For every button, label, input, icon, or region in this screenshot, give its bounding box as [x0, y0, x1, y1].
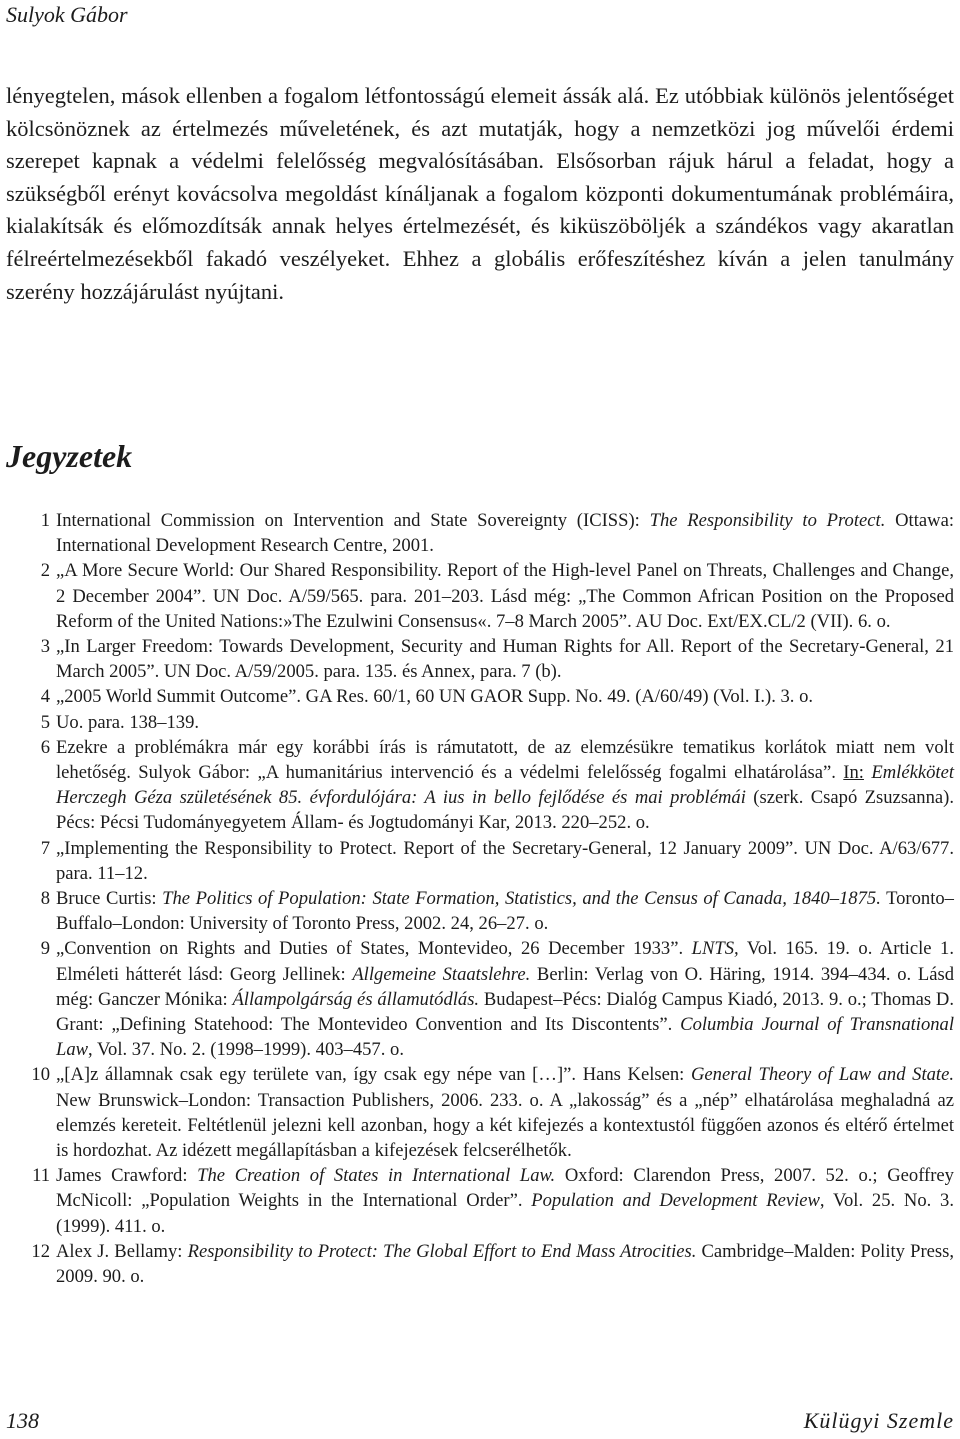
footnote-text-run: The Politics of Population: State Formation, Statistics, and the Census of Canada, 1840–1875. — [162, 888, 881, 910]
footnote-number: 9 — [40, 938, 50, 960]
footnote — [6, 1239, 954, 1289]
footnote-text-run: LNTS, — [691, 938, 739, 960]
footnote — [6, 634, 954, 684]
footnote-text-run: International Commission on Intervention and State Sovereignty (ICISS): — [56, 510, 650, 531]
footnote-text-run: „Implementing the Responsibility to Protect. Report of the Secretary-General, 12 January 2009”. UN Doc. A/63/677. para. 11–12. — [56, 837, 954, 884]
footnote-text-run: (szerk. Csapó Zsuzsanna). Pécs: Pécsi Tudományegyetem Állam- és Jogtudományi Kar, 2013. 220–252. o. — [56, 787, 954, 834]
footnote-text — [56, 558, 954, 634]
footnote-text — [56, 886, 954, 936]
footnote-text-run: Toronto–Buffalo–London: University of Toronto Press, 2002. 24, 26–27. o. — [56, 888, 954, 935]
footnote-text-run: Budapest–Pécs: Dialóg Campus Kiadó, 2013. 9. o.; Thomas D. Grant: „Defining Statehood: The Montevideo Convention and Its Discontents”. — [56, 988, 954, 1036]
footnote-text-run: Berlin: Verlag von O. Häring, 1914. 394–434. o. Lásd még: Ganczer Mónika: — [56, 963, 955, 1010]
footnote-text-run: Cambridge–Malden: Polity Press, 2009. 90. o. — [56, 1240, 955, 1288]
footnote-text-run: Allgemeine Staatslehre. — [352, 963, 531, 985]
footnote-text-run: Responsibility to Protect: The Global Effort to End Mass Atrocities. — [187, 1240, 697, 1262]
footnote-text-run: The Responsibility to Protect. — [649, 510, 886, 531]
footnote-text-run: The Creation of States in International Law. — [197, 1165, 556, 1187]
footnote-text — [56, 1163, 954, 1239]
footnote-text-run: In: — [843, 762, 864, 784]
footnote-number: 10 — [31, 1064, 50, 1086]
footnote-text-run: New Brunswick–London: Transaction Publishers, 2006. 233. o. A „lakosság” és a „nép” elhatárolása meghaladná az elemzés kereteit. Feltétlenül jelezni kell azonban, hogy a két kifejezés a kontextustól függően azonos és eltérő értelmet is hordozhat. Az idézett megállapításban a kifejezések felcserélhetők. — [56, 1089, 954, 1162]
footnote — [6, 1062, 954, 1163]
footnote-text-run: Állampolgárság és államutódlás. — [232, 988, 480, 1010]
footnote-number: 6 — [40, 736, 50, 758]
footnote-text — [56, 634, 954, 684]
running-head: Sulyok Gábor — [6, 2, 128, 27]
notes-heading: Jegyzetek — [6, 438, 133, 474]
footnote-text-run: Uo. para. 138–139. — [56, 711, 200, 733]
footnote-text-run: Alex J. Bellamy: — [56, 1240, 188, 1262]
footnote-text-run: „2005 World Summit Outcome”. GA Res. 60/1, 60 UN GAOR Supp. No. 49. (A/60/49) (Vol. I.). 3. o. — [56, 686, 814, 708]
footnote-text-run: „Convention on Rights and Duties of States, Montevideo, 26 December 1933”. — [56, 938, 692, 960]
page-number: 138 — [6, 1408, 39, 1433]
footnote-text-run: James Crawford: — [56, 1165, 198, 1187]
footnote-text — [56, 508, 954, 558]
footnote-text-run: Ottawa: International Development Research Centre, 2001. — [56, 510, 954, 557]
footnote-number: 12 — [31, 1240, 50, 1262]
footnote-number: 5 — [40, 711, 50, 733]
footnote — [6, 936, 954, 1062]
footnote-text-run: Emlékkötet Herczegh Géza születésének 85. évfordulójára: A ius in bello fejlődése és mai problémái — [56, 762, 954, 809]
footnote — [6, 735, 954, 836]
footnote — [6, 558, 954, 634]
journal-name: Külügyi Szemle — [803, 1408, 954, 1433]
footnote-number: 8 — [40, 888, 50, 910]
footnote — [6, 836, 954, 886]
footnote-text-run: Oxford: Clarendon Press, 2007. 52. o.; Geoffrey McNicoll: „Population Weights in the International Order”. — [56, 1165, 954, 1212]
footnote-number: 3 — [40, 636, 50, 658]
footnote-text — [56, 836, 954, 886]
footnote — [6, 1163, 954, 1239]
footnote-number: 2 — [40, 560, 50, 582]
footnote-text-run: Columbia Journal of Transnational Law — [56, 1014, 955, 1061]
notes-list — [6, 508, 954, 1289]
footnote — [6, 508, 954, 558]
footnote-text — [56, 936, 954, 1062]
footnote-text-run: , Vol. 37. No. 2. (1998–1999). 403–457. o. — [88, 1039, 404, 1061]
footnote-text-run: Ezekre a problémákra már egy korábbi írás is rámutatott, de az elemzésükre tematikus korlátok miatt nem volt lehetőség. Sulyok Gábor: „A humanitárius intervenció és a védelmi felelősség fogalmi elhatárolása”. — [56, 736, 954, 784]
footnote-text-run: „In Larger Freedom: Towards Development, Security and Human Rights for All. Report of the Secretary-General, 21 March 2005”. UN Doc. A/59/2005. para. 135. és Annex, para. 7 (b). — [56, 636, 954, 683]
footnote-number: 1 — [40, 510, 50, 531]
footnote-text-run: General Theory of Law and State. — [690, 1064, 954, 1086]
footnote-text-run: Vol. 165. 19. o. Article 1. Elméleti hátterét lásd: Georg Jellinek: — [56, 938, 954, 985]
footnote-text — [56, 710, 954, 735]
footnote-text — [56, 1062, 954, 1163]
footnote-text-run: „A More Secure World: Our Shared Responsibility. Report of the High-level Panel on Threats, Challenges and Change, 2 December 2004”. UN Doc. A/59/565. para. 201–203. Lásd még: „The Common African Position on the Proposed Reform of the United Nations:»The Ezulwini Consensus«. 7–8 March 2005”. AU Doc. Ext/EX.CL/2 (VII). 6. o. — [56, 560, 954, 632]
footnote-text-run: „[A]z államnak csak egy területe van, így csak egy népe van […]”. Hans Kelsen: — [56, 1064, 691, 1086]
footnote-text — [56, 735, 954, 836]
footnote-text — [56, 684, 954, 709]
footnote-number: 4 — [40, 686, 50, 708]
footnote-number: 11 — [32, 1165, 50, 1187]
footnote-text-run: , Vol. 25. No. 3. (1999). 411. o. — [56, 1190, 955, 1237]
footnote-text-run: Population and Development Review — [531, 1190, 820, 1212]
footnote-text-run: Bruce Curtis: — [56, 888, 163, 910]
footnote — [6, 710, 954, 735]
footnote-text — [56, 1239, 954, 1289]
footnote — [6, 684, 954, 709]
body-paragraph: lényegtelen, mások ellenben a fogalom létfontosságú elemeit ássák alá. Ez utóbbiak különös jelentőséget kölcsönöznek az értelmezés műveletének, és azt mutatják, hogy a nemzetközi jog művelői érdemi szerepet kapnak a védelmi felelősség megvalósításában. Elsősorban rájuk hárul a feladat, hogy a szükségből erényt kovácsolva megoldást kínáljanak a fogalom központi dokumentumának problémáira, kialakítsák és előmozdítsák annak helyes értelmezését, és kiküszöböljék a szándékos vagy akaratlan félreértelmezésekből fakadó veszélyeket. Ehhez a globális erőfeszítéshez kíván a jelen tanulmány szerény hozzájárulást nyújtani. — [6, 83, 954, 304]
footnote — [6, 886, 954, 936]
footnote-number: 7 — [40, 837, 50, 859]
